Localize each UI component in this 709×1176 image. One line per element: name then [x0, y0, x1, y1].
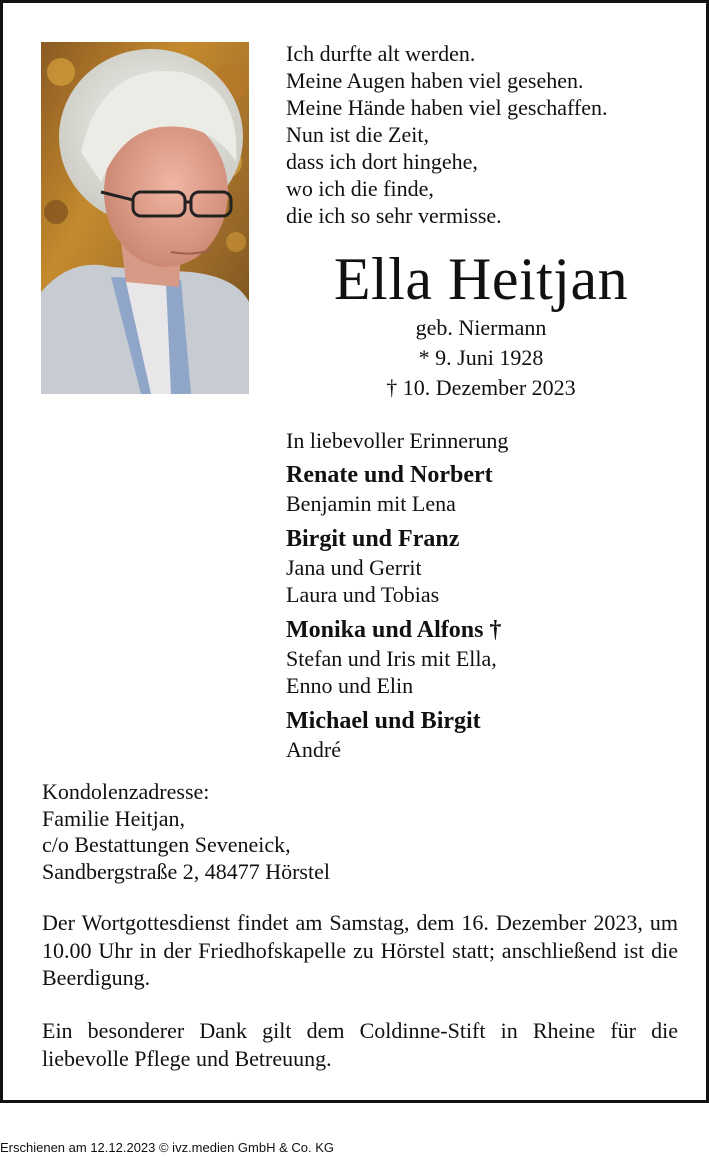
family-group	[286, 615, 696, 699]
family-member: Enno und Elin	[286, 673, 414, 698]
deceased-name: Ella Heitjan	[333, 246, 629, 312]
address-line: Familie Heitjan,	[42, 805, 185, 831]
maiden-name: geb. Niermann	[415, 315, 547, 340]
publication-footer: Erschienen am 12.12.2023 © ivz.medien GmbH & Co. KG	[0, 1140, 335, 1155]
thanks-note: Ein besonderer Dank gilt dem Coldinne-Stift in Rheine für die liebevolle Pflege und Betreuung.	[42, 1018, 678, 1071]
family-member: André	[286, 737, 341, 762]
portrait-photo	[41, 42, 249, 394]
address-line: c/o Bestattungen Seveneick,	[42, 832, 291, 857]
family-member: Jana und Gerrit	[286, 555, 422, 580]
poem-line: Ich durfte alt werden.	[286, 41, 476, 66]
poem-line: Meine Augen haben viel gesehen.	[286, 68, 584, 93]
address-line: Sandbergstraße 2, 48477 Hörstel	[42, 858, 330, 884]
service-announcement: Der Wortgottesdienst findet am Samstag, dem 16. Dezember 2023, um 10.00 Uhr in der Friedhofskapelle zu Hörstel statt; anschließend ist die Beerdigung.	[42, 910, 678, 990]
address-line: Kondolenzadresse:	[42, 779, 210, 804]
condolence-address	[42, 779, 682, 885]
family-group	[286, 460, 696, 517]
family-group-head: Renate und Norbert	[286, 462, 493, 488]
family-group-head: Michael und Birgit	[286, 708, 481, 734]
poem-line: Nun ist die Zeit,	[286, 122, 429, 147]
poem	[286, 40, 696, 229]
family-member: Benjamin mit Lena	[286, 491, 456, 516]
mourners-list	[286, 427, 696, 770]
mourners-intro: In liebevoller Erinnerung	[286, 428, 509, 453]
poem-line: wo ich die finde,	[286, 176, 434, 201]
family-group-head: Monika und Alfons †	[286, 617, 502, 643]
family-group	[286, 524, 696, 608]
poem-line: dass ich dort hingehe,	[286, 149, 478, 174]
portrait-photo-image	[41, 42, 249, 394]
deceased-info	[286, 243, 676, 403]
family-group	[286, 706, 696, 763]
poem-line: die ich so sehr vermisse.	[286, 203, 502, 228]
birth-date: * 9. Juni 1928	[418, 345, 544, 370]
death-date: † 10. Dezember 2023	[386, 375, 576, 400]
family-member: Stefan und Iris mit Ella,	[286, 646, 497, 671]
poem-line: Meine Hände haben viel geschaffen.	[286, 95, 608, 120]
family-member: Laura und Tobias	[286, 582, 440, 607]
family-group-head: Birgit und Franz	[286, 526, 460, 552]
